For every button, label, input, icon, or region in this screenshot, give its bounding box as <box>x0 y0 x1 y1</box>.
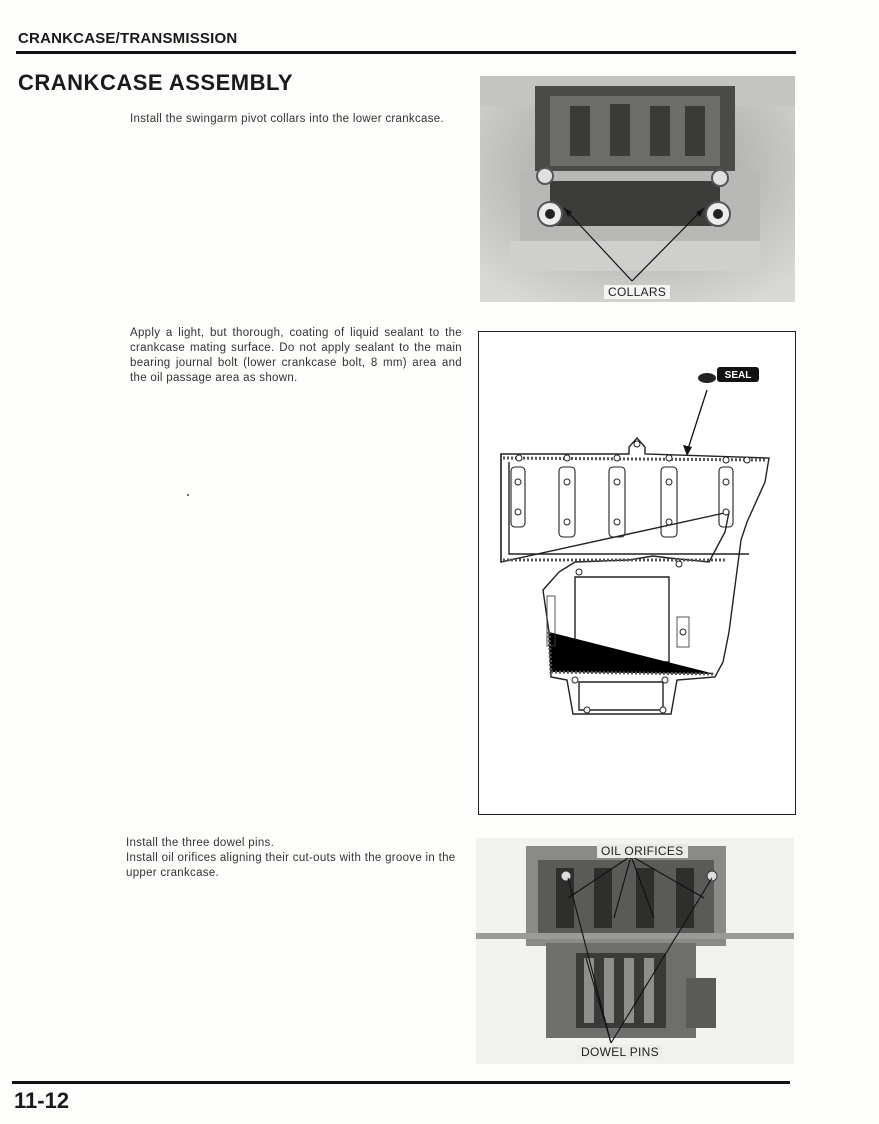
step-3-line-2: Install oil orifices aligning their cut-outs with the groove in the upper crankcase. <box>126 852 456 879</box>
step-1-text: Install the swingarm pivot collars into the lower crankcase. <box>130 113 444 125</box>
seal-icon <box>698 367 759 383</box>
oil-orifices-label: OIL ORIFICES <box>597 844 688 858</box>
page-number: 11-12 <box>14 1088 70 1113</box>
seal-symbol-text: SEAL <box>724 370 752 381</box>
footer-rule <box>12 1081 790 1084</box>
print-speck <box>187 494 189 496</box>
step-2-text: Apply a light, but thorough, coating of liquid sealant to the crankcase mating surface. Do not apply sealant to the main bearing journal bolt (lower crankcase bolt, 8 mm) area and the oil passage area as shown. <box>130 327 462 384</box>
step-3-text <box>126 836 458 881</box>
section-title: CRANKCASE ASSEMBLY <box>18 70 294 95</box>
sealant-diagram <box>478 331 796 815</box>
running-header: CRANKCASE/TRANSMISSION <box>18 30 238 47</box>
collars-label: COLLARS <box>604 285 670 299</box>
dowel-pins-label: DOWEL PINS <box>577 1045 663 1059</box>
step-3-line-1: Install the three dowel pins. <box>126 837 275 849</box>
orifices-photo <box>476 838 794 1064</box>
header-rule <box>16 51 796 54</box>
collars-photo <box>480 76 795 302</box>
